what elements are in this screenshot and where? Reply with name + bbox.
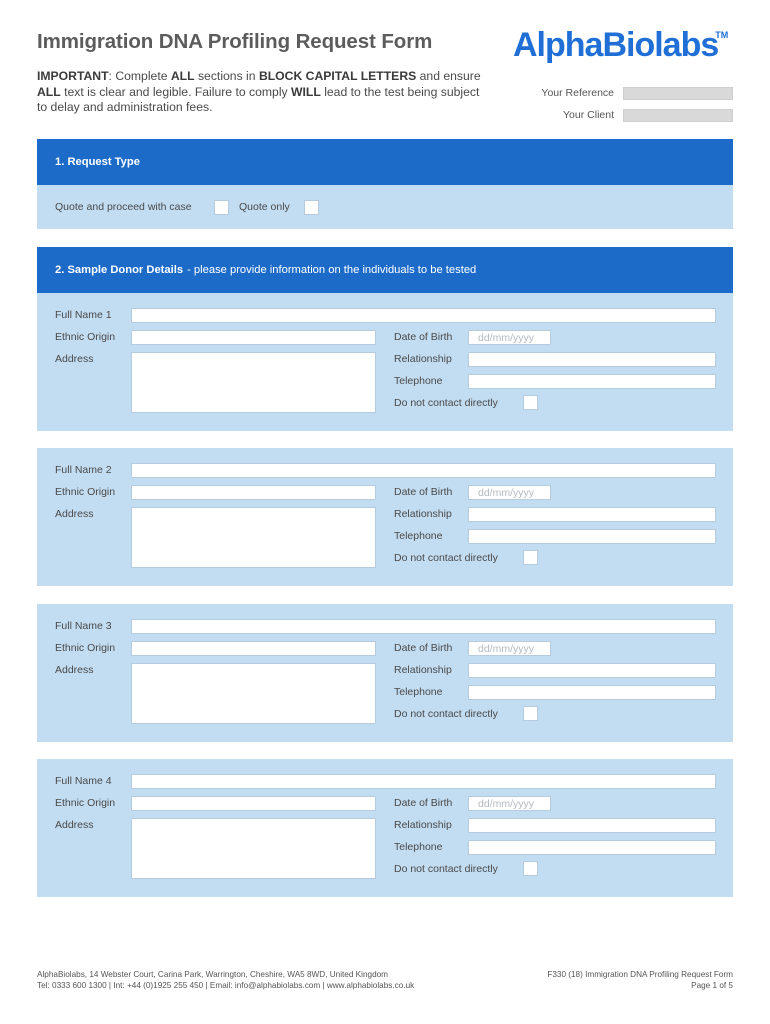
relationship-input[interactable] — [468, 507, 716, 522]
ethnic-origin-label: Ethnic Origin — [55, 486, 116, 498]
section-subtitle: - please provide information on the individuals to be tested — [187, 264, 477, 276]
date-placeholder: dd/mm/yyyy — [478, 798, 535, 810]
address-label: Address — [55, 508, 94, 520]
important-label: IMPORTANT — [37, 69, 109, 83]
telephone-input[interactable] — [468, 529, 716, 544]
address-label: Address — [55, 353, 94, 365]
address-input[interactable] — [131, 663, 376, 724]
ethnic-origin-label: Ethnic Origin — [55, 331, 116, 343]
notice-text: and ensure — [416, 69, 481, 83]
date-placeholder: dd/mm/yyyy — [478, 643, 535, 655]
date-of-birth-input[interactable] — [468, 330, 551, 345]
quote-and-proceed-label: Quote and proceed with case — [55, 201, 192, 213]
relationship-input[interactable] — [468, 818, 716, 833]
footer-form-info — [547, 969, 733, 991]
full-name-label: Full Name 3 — [55, 620, 112, 632]
section-title: 2. Sample Donor Details — [55, 264, 184, 276]
full-name-input[interactable] — [131, 308, 716, 323]
do-not-contact-checkbox[interactable] — [523, 550, 538, 565]
notice-text: text is clear and legible. Failure to comply — [60, 84, 292, 99]
telephone-input[interactable] — [468, 685, 716, 700]
donor-panel-3 — [37, 604, 733, 742]
date-of-birth-label: Date of Birth — [394, 486, 453, 498]
full-name-input[interactable] — [131, 619, 716, 634]
page-title: Immigration DNA Profiling Request Form — [37, 30, 433, 53]
your-reference-label: Your Reference — [541, 87, 614, 99]
footer-address: AlphaBiolabs, 14 Webster Court, Carina Park, Warrington, Cheshire, WA5 8WD, United Kingdom — [37, 970, 388, 979]
date-of-birth-label: Date of Birth — [394, 331, 453, 343]
ethnic-origin-input[interactable] — [131, 330, 376, 345]
do-not-contact-label: Do not contact directly — [394, 552, 498, 564]
relationship-input[interactable] — [468, 352, 716, 367]
full-name-input[interactable] — [131, 463, 716, 478]
relationship-label: Relationship — [394, 819, 452, 831]
footer-page-number: Page 1 of 5 — [691, 981, 733, 990]
ethnic-origin-input[interactable] — [131, 485, 376, 500]
telephone-label: Telephone — [394, 841, 443, 853]
telephone-label: Telephone — [394, 686, 443, 698]
date-of-birth-input[interactable] — [468, 641, 551, 656]
quote-only-label: Quote only — [239, 201, 290, 213]
telephone-label: Telephone — [394, 375, 443, 387]
date-of-birth-label: Date of Birth — [394, 797, 453, 809]
notice-emphasis: ALL — [170, 69, 195, 83]
telephone-input[interactable] — [468, 374, 716, 389]
full-name-label: Full Name 1 — [55, 309, 112, 321]
section-donor-details-header — [37, 247, 733, 293]
do-not-contact-checkbox[interactable] — [523, 861, 538, 876]
address-input[interactable] — [131, 507, 376, 568]
your-reference-input[interactable] — [623, 87, 733, 100]
full-name-label: Full Name 2 — [55, 464, 112, 476]
important-notice — [37, 69, 487, 116]
footer-form-code: F330 (18) Immigration DNA Profiling Request Form — [547, 970, 733, 979]
do-not-contact-label: Do not contact directly — [394, 397, 498, 409]
notice-text: lead to the test being subject to delay and administration fees. — [37, 84, 480, 114]
full-name-label: Full Name 4 — [55, 775, 112, 787]
notice-emphasis: ALL — [37, 84, 61, 99]
address-input[interactable] — [131, 818, 376, 879]
section-request-type-body — [37, 185, 733, 229]
logo-text: AlphaBiolabs — [513, 26, 719, 64]
address-input[interactable] — [131, 352, 376, 413]
do-not-contact-label: Do not contact directly — [394, 863, 498, 875]
ethnic-origin-input[interactable] — [131, 641, 376, 656]
telephone-label: Telephone — [394, 530, 443, 542]
your-client-label: Your Client — [563, 109, 614, 121]
do-not-contact-label: Do not contact directly — [394, 708, 498, 720]
alphabiolabs-logo — [513, 26, 729, 65]
date-placeholder: dd/mm/yyyy — [478, 487, 535, 499]
notice-emphasis: WILL — [291, 84, 321, 99]
footer-address-block — [37, 969, 414, 991]
section-title: 1. Request Type — [55, 156, 140, 168]
your-client-row — [500, 107, 733, 123]
address-label: Address — [55, 819, 94, 831]
your-client-input[interactable] — [623, 109, 733, 122]
quote-and-proceed-checkbox[interactable] — [214, 200, 229, 215]
relationship-label: Relationship — [394, 508, 452, 520]
quote-only-checkbox[interactable] — [304, 200, 319, 215]
do-not-contact-checkbox[interactable] — [523, 706, 538, 721]
date-placeholder: dd/mm/yyyy — [478, 332, 535, 344]
ethnic-origin-label: Ethnic Origin — [55, 797, 116, 809]
relationship-label: Relationship — [394, 664, 452, 676]
notice-text: : Complete — [108, 69, 171, 83]
donor-panel-4 — [37, 759, 733, 897]
full-name-input[interactable] — [131, 774, 716, 789]
donor-panel-2 — [37, 448, 733, 586]
ethnic-origin-label: Ethnic Origin — [55, 642, 116, 654]
telephone-input[interactable] — [468, 840, 716, 855]
notice-text: sections in — [194, 69, 259, 83]
relationship-label: Relationship — [394, 353, 452, 365]
date-of-birth-label: Date of Birth — [394, 642, 453, 654]
footer-contact: Tel: 0333 600 1300 | Int: +44 (0)1925 255 450 | Email: info@alphabiolabs.com | www.alphabiolabs.co.uk — [37, 981, 415, 990]
your-reference-row — [500, 85, 733, 101]
ethnic-origin-input[interactable] — [131, 796, 376, 811]
date-of-birth-input[interactable] — [468, 796, 551, 811]
do-not-contact-checkbox[interactable] — [523, 395, 538, 410]
notice-emphasis: BLOCK CAPITAL LETTERS — [258, 69, 417, 83]
address-label: Address — [55, 664, 94, 676]
date-of-birth-input[interactable] — [468, 485, 551, 500]
trademark-mark: TM — [715, 30, 729, 40]
relationship-input[interactable] — [468, 663, 716, 678]
donor-panel-1 — [37, 293, 733, 431]
section-request-type-header — [37, 139, 733, 185]
